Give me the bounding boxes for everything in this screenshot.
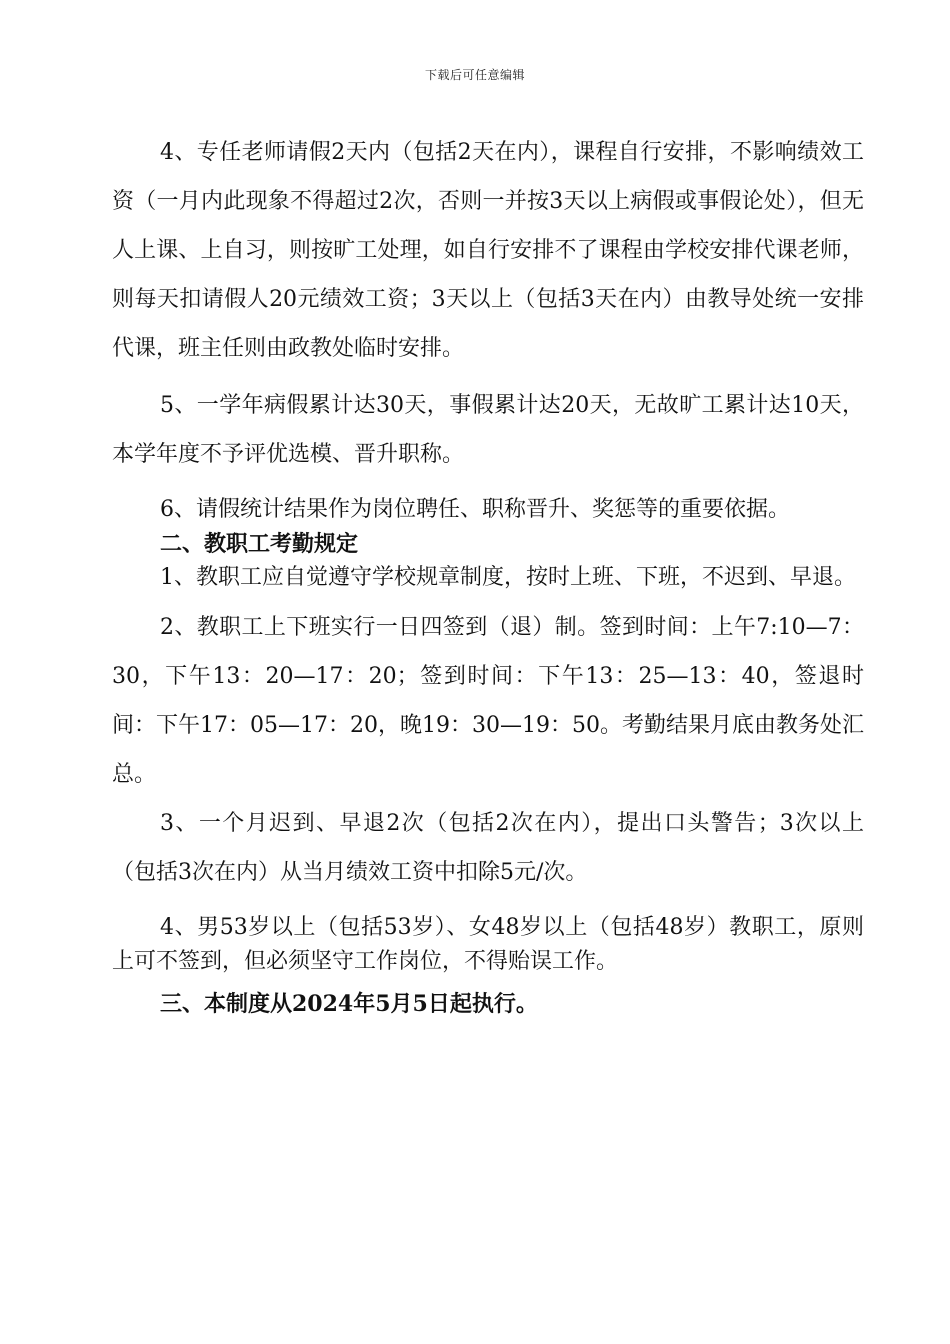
- paragraph-attendance-item-2: 2、教职工上下班实行一日四签到（退）制。签到时间：上午7:10—7：30，下午13：20—17：20；签到时间：下午13：25—13：40，签退时间：下午17：05—17：20，晚19：30—19：50。考勤结果月底由教务处汇总。: [112, 615, 864, 787]
- document-body: [112, 128, 864, 1021]
- paragraph-leave-item-5: 5、一学年病假累计达30天，事假累计达20天，无故旷工累计达10天，本学年度不予评优选模、晋升职称。: [112, 393, 864, 467]
- section-heading-effective-date: 三、本制度从2024年5月5日起执行。: [160, 991, 538, 1017]
- paragraph-leave-item-4: 4、专任老师请假2天内（包括2天在内），课程自行安排，不影响绩效工资（一月内此现象不得超过2次，否则一并按3天以上病假或事假论处），但无人上课、上自习，则按旷工处理，如自行安排不了课程由学校安排代课老师，则每天扣请假人20元绩效工资；3天以上（包括3天在内）由教导处统一安排代课，班主任则由政教处临时安排。: [112, 140, 864, 361]
- paragraph-attendance-item-4: 4、男53岁以上（包括53岁）、女48岁以上（包括48岁）教职工，原则上可不签到，但必须坚守工作岗位，不得贻误工作。: [112, 915, 864, 974]
- paragraph-attendance-item-1: 1、教职工应自觉遵守学校规章制度，按时上班、下班，不迟到、早退。: [160, 565, 856, 590]
- paragraph-attendance-item-3: 3、一个月迟到、早退2次（包括2次在内），提出口头警告；3次以上（包括3次在内）从当月绩效工资中扣除5元/次。: [112, 811, 864, 885]
- paragraph-leave-item-6: 6、请假统计结果作为岗位聘任、职称晋升、奖惩等的重要依据。: [160, 497, 790, 522]
- section-heading-attendance: 二、教职工考勤规定: [160, 531, 359, 557]
- page-header: 下载后可任意编辑: [424, 68, 525, 82]
